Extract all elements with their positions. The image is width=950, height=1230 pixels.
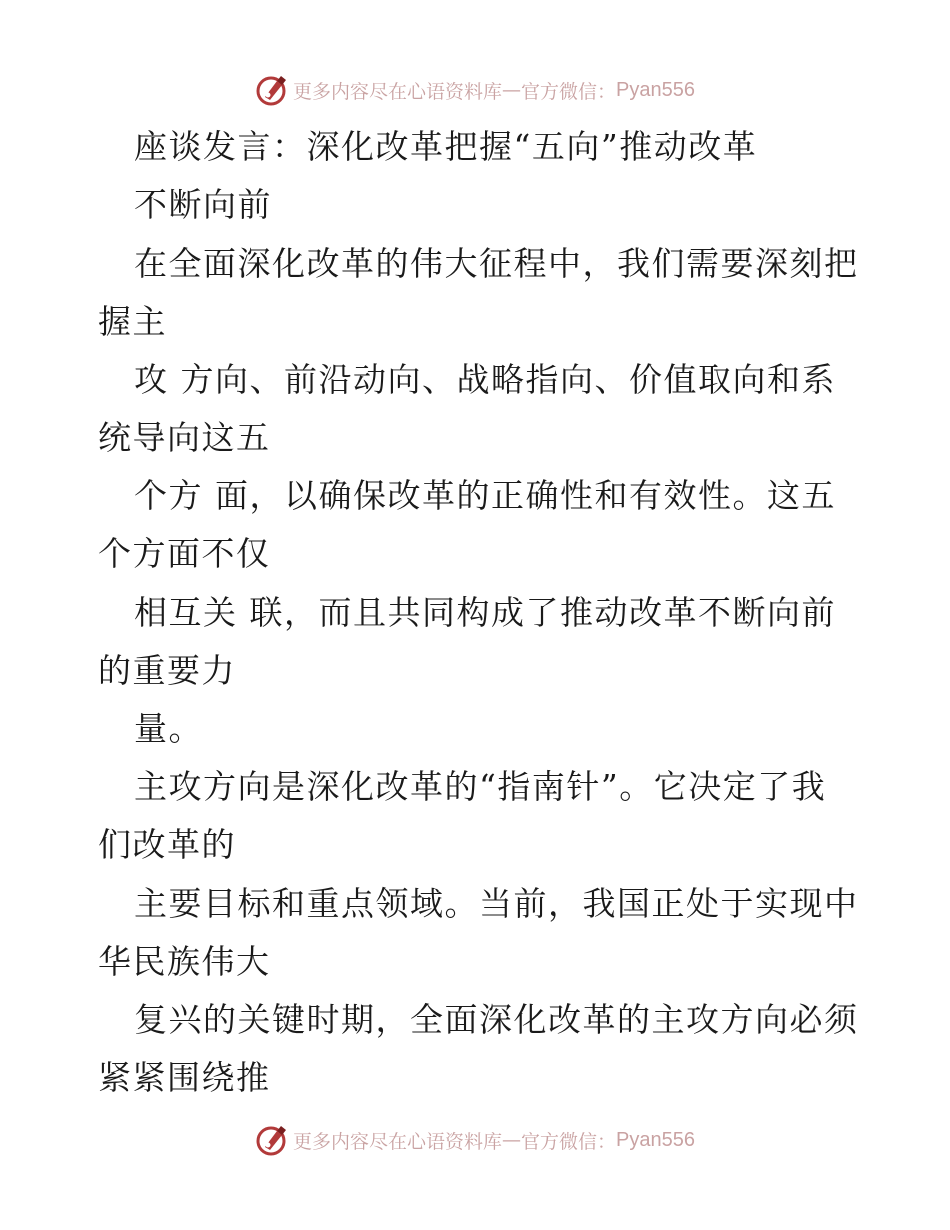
text-line: 华民族伟大	[98, 942, 271, 981]
text-line: 个方 面，以确保改革的正确性和有效性。这五	[134, 476, 836, 515]
banner-wechat-id: Pyan556	[616, 1128, 695, 1151]
banner-main-text: 更多内容尽在心语资料库	[293, 1130, 503, 1153]
text-line: 们改革的	[98, 825, 236, 864]
text-line: 在全面深化改革的伟大征程中，我们需要深刻把	[134, 244, 859, 283]
footer-banner	[0, 1122, 950, 1158]
banner-wechat-label: 官方微信：	[521, 1130, 617, 1153]
banner-separator: —	[502, 79, 522, 101]
text-line: 紧紧围绕推	[98, 1058, 271, 1097]
text-line: 握主	[98, 302, 167, 341]
text-line: 攻 方向、前沿动向、战略指向、价值取向和系	[134, 360, 836, 399]
text-line: 的重要力	[98, 651, 236, 690]
text-line: 复兴的关键时期，全面深化改革的主攻方向必须	[134, 1000, 859, 1039]
title-line-1: 座谈发言：深化改革把握“五向”推动改革	[134, 127, 758, 166]
banner-main-text: 更多内容尽在心语资料库	[293, 80, 503, 103]
banner-wechat-label: 官方微信：	[521, 80, 617, 103]
text-line: 相互关 联，而且共同构成了推动改革不断向前	[134, 593, 836, 632]
text-line: 主要目标和重点领域。当前，我国正处于实现中	[134, 884, 859, 923]
banner-separator: —	[502, 1129, 522, 1151]
text-line: 统导向这五	[98, 418, 271, 457]
banner-wechat-id: Pyan556	[616, 78, 695, 101]
text-line: 个方面不仅	[98, 534, 271, 573]
title-line-2: 不断向前	[134, 185, 272, 224]
text-line: 量。	[134, 709, 203, 748]
pen-nib-logo-icon	[255, 73, 289, 107]
header-banner	[0, 72, 950, 108]
pen-nib-logo-icon	[255, 1123, 289, 1157]
text-line: 主攻方向是深化改革的“指南针”。它决定了我	[134, 767, 827, 806]
